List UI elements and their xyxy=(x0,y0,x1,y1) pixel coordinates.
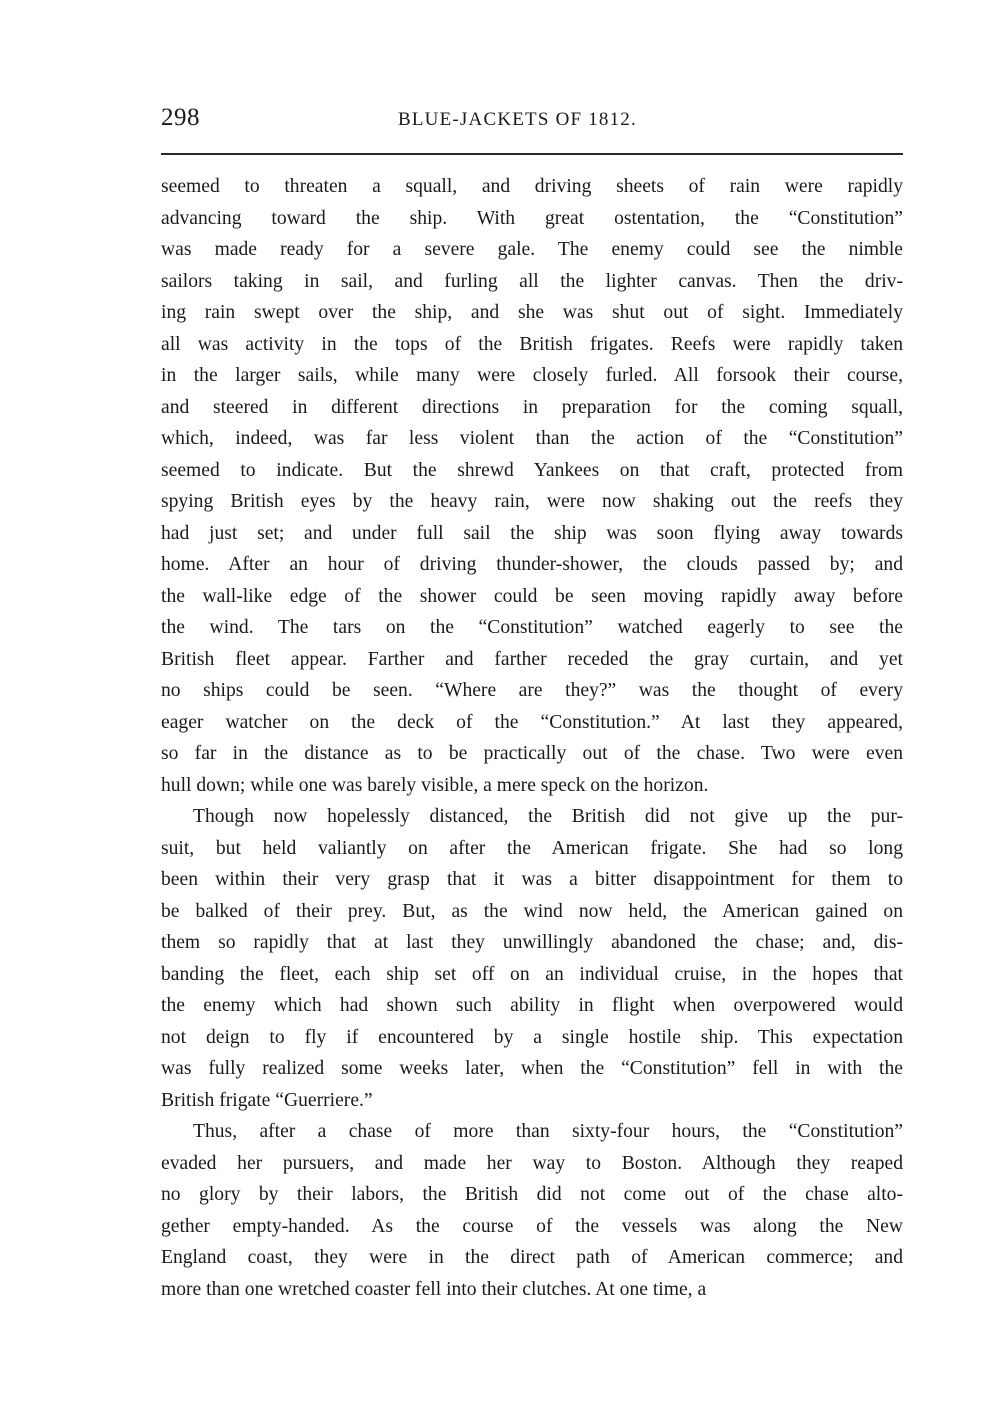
paragraph xyxy=(161,171,903,801)
text-line: the wall-like edge of the shower could be seen moving rapidly away before xyxy=(161,585,903,607)
text-line: gether empty-handed. As the course of the vessels was along the New xyxy=(161,1215,903,1237)
paragraph xyxy=(161,801,903,1116)
header-rule xyxy=(161,153,903,155)
text-line: banding the fleet, each ship set off on an individual cruise, in the hopes that xyxy=(161,963,903,985)
text-line: the enemy which had shown such ability in flight when overpowered would xyxy=(161,995,903,1016)
text-line: ing rain swept over the ship, and she was shut out of sight. Immediately xyxy=(161,302,903,323)
text-line: was fully realized some weeks later, when the “Constitution” fell in with the xyxy=(161,1058,903,1079)
text-line: spying British eyes by the heavy rain, were now shaking out the reefs they xyxy=(161,491,903,512)
text-line: hull down; while one was barely visible, a mere speck on the horizon. xyxy=(161,774,709,796)
text-line: and steered in different directions in preparation for the coming squall, xyxy=(161,396,903,418)
text-line: all was activity in the tops of the British frigates. Reefs were rapidly taken xyxy=(161,333,903,355)
text-line: had just set; and under full sail the ship was soon flying away towards xyxy=(161,522,903,544)
text-line: the wind. The tars on the “Constitution” watched eagerly to see the xyxy=(161,617,903,638)
text-line: seemed to indicate. But the shrewd Yankees on that craft, protected from xyxy=(161,459,903,481)
text-line: more than one wretched coaster fell into their clutches. At one time, a xyxy=(161,1278,707,1300)
text-line: no glory by their labors, the British did not come out of the chase alto- xyxy=(161,1184,903,1205)
text-line: evaded her pursuers, and made her way to Boston. Although they reaped xyxy=(161,1152,903,1174)
text-line: Though now hopelessly distanced, the British did not give up the pur- xyxy=(193,806,903,827)
running-head: BLUE-JACKETS OF 1812. xyxy=(398,109,637,130)
page-number: 298 xyxy=(161,104,200,131)
text-line: be balked of their prey. But, as the wind now held, the American gained on xyxy=(161,900,903,922)
text-line: England coast, they were in the direct path of American commerce; and xyxy=(161,1247,903,1268)
text-line: them so rapidly that at last they unwillingly abandoned the chase; and, dis- xyxy=(161,932,903,953)
text-line: no ships could be seen. “Where are they?” was the thought of every xyxy=(161,680,903,701)
text-line: not deign to fly if encountered by a single hostile ship. This expectation xyxy=(161,1026,903,1048)
text-line: suit, but held valiantly on after the American frigate. She had so long xyxy=(161,837,903,859)
body-text xyxy=(161,171,903,1305)
text-line: been within their very grasp that it was a bitter disappointment for them to xyxy=(161,869,903,890)
text-line: was made ready for a severe gale. The enemy could see the nimble xyxy=(161,239,903,260)
text-line: seemed to threaten a squall, and driving sheets of rain were rapidly xyxy=(161,176,903,197)
text-line: British fleet appear. Farther and farther receded the gray curtain, and yet xyxy=(161,648,903,670)
paragraph xyxy=(161,1116,903,1305)
text-line: advancing toward the ship. With great ostentation, the “Constitution” xyxy=(161,207,903,229)
text-line: so far in the distance as to be practically out of the chase. Two were even xyxy=(161,743,903,764)
text-line: in the larger sails, while many were closely furled. All forsook their course, xyxy=(161,365,903,386)
text-line: home. After an hour of driving thunder-shower, the clouds passed by; and xyxy=(161,554,903,575)
text-line: British frigate “Guerriere.” xyxy=(161,1089,373,1111)
text-line: which, indeed, was far less violent than the action of the “Constitution” xyxy=(161,428,903,449)
text-line: eager watcher on the deck of the “Constitution.” At last they appeared, xyxy=(161,711,903,733)
text-line: Thus, after a chase of more than sixty-four hours, the “Constitution” xyxy=(193,1121,903,1142)
text-line: sailors taking in sail, and furling all the lighter canvas. Then the driv- xyxy=(161,270,903,292)
